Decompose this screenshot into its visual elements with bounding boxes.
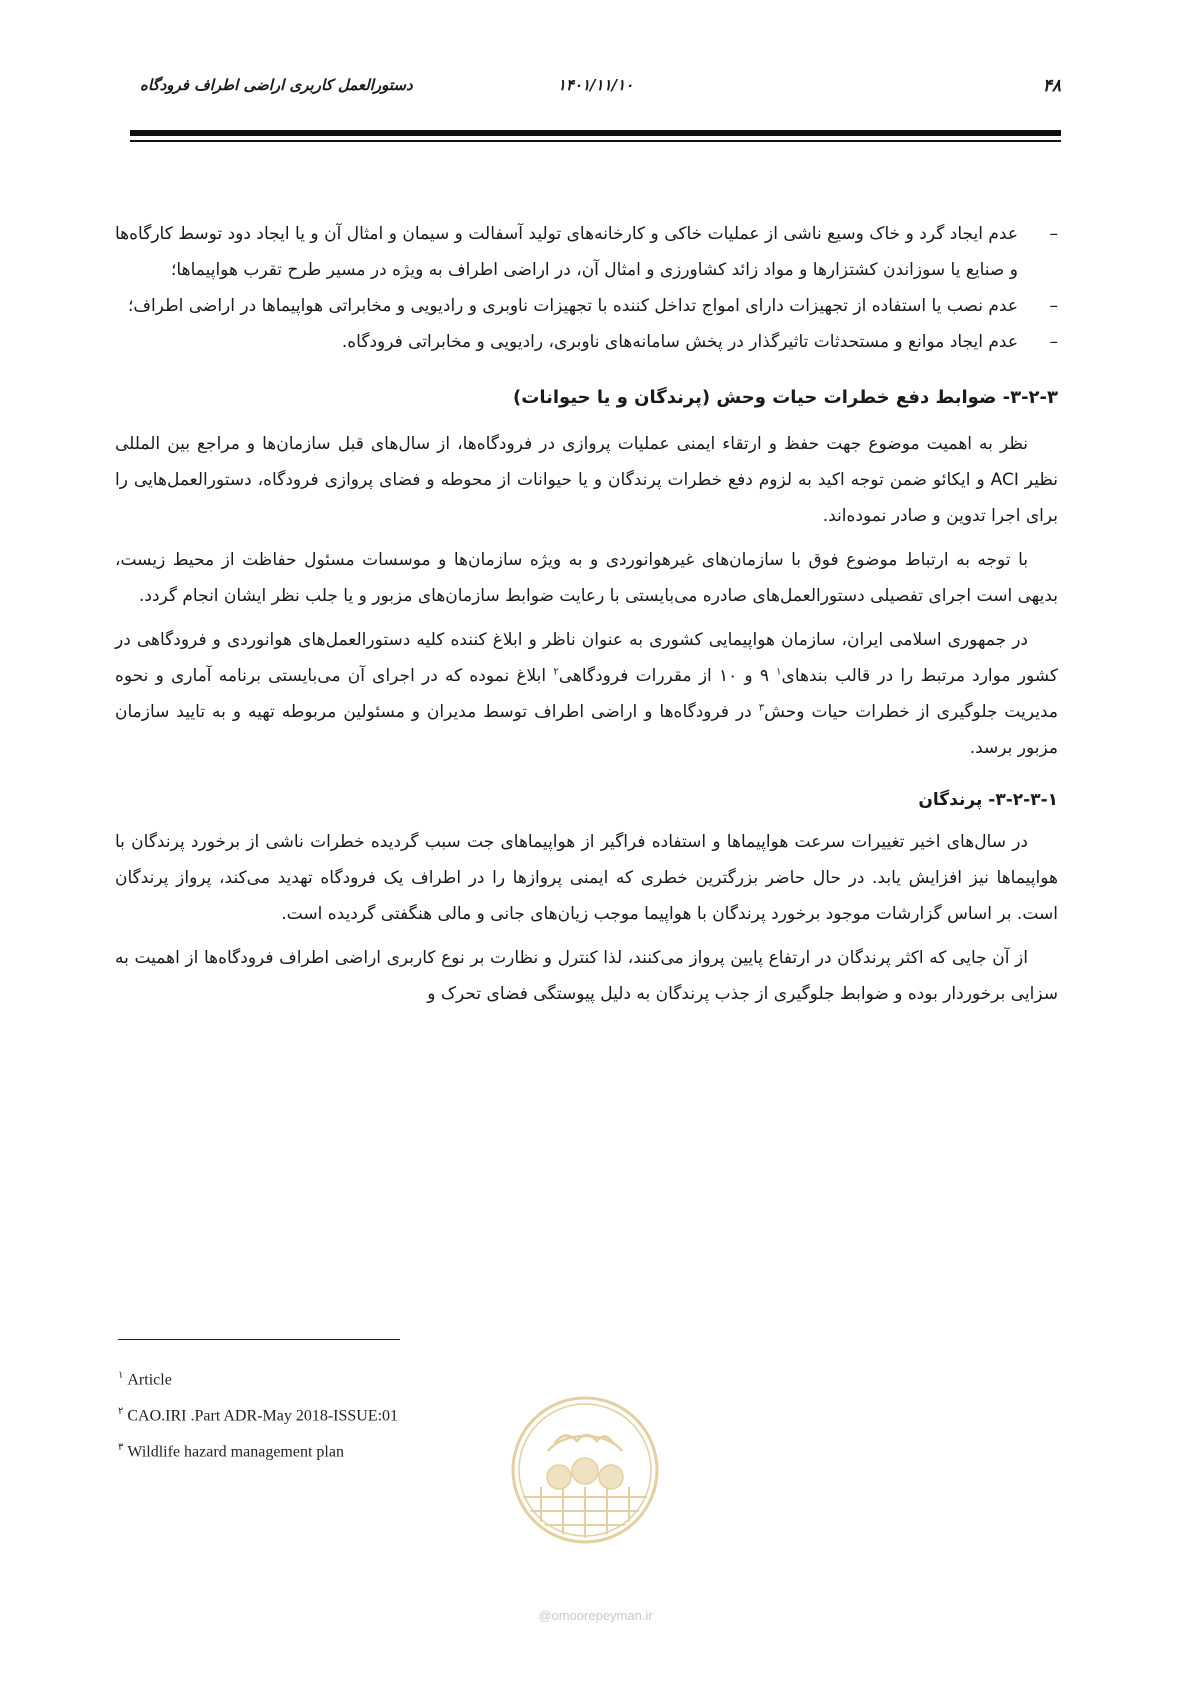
requirements-list <box>115 216 1058 360</box>
paragraph-birds: در سال‌های اخیر تغییرات سرعت هواپیماها و استفاده فراگیر از هواپیماهای جت سبب گردیده خطرات ناشی از برخورد پرندگان با هواپیماها نیز افزایش یابد. در حال حاضر بزرگترین خطری که ایمنی پروازها را در اطراف یک فرودگاه تهدید می‌کند، پرواز پرندگان است. بر اساس گزارشات موجود برخورد پرندگان با هواپیما موجب زیان‌های جانی و مالی هنگفتی گردیده است. <box>115 832 1058 924</box>
footnote-ref-1[interactable]: ۱ <box>776 666 782 678</box>
footnote-text: CAO.IRI .Part ADR-May 2018-ISSUE:01 <box>127 1407 399 1425</box>
header-date: ۱۴۰۱/۱۱/۱۰ <box>557 76 634 94</box>
header-rule-thick <box>130 130 1061 136</box>
header-rule-thin <box>130 140 1061 142</box>
watermark-seal-icon <box>503 1395 667 1545</box>
list-item <box>115 216 1058 288</box>
footnote-ref-2[interactable]: ۲ <box>553 666 559 678</box>
paragraph-intro: نظر به اهمیت موضوع جهت حفظ و ارتقاء ایمنی عملیات پروازی در فرودگاه‌ها، از سال‌های قبل سازمان‌ها و مراجع بین المللی نظیر ACI و ایکائو ضمن توجه اکید به لزوم دفع خطرات پرندگان و یا حیوانات از محوطه و فضای پروازی فرودگاه، دستورالعمل‌هایی را برای اجرا تدوین و صادر نموده‌اند. <box>115 434 1058 526</box>
footnote-ref-3[interactable]: ۳ <box>758 702 765 714</box>
subsection-heading: ۳-۲-۳-۱- پرندگان <box>918 790 1058 810</box>
paragraph-land-use: از آن جایی که اکثر پرندگان در ارتفاع پایین پرواز می‌کنند، لذا کنترل و نظارت بر نوع کاربری اراضی اطراف فرودگاه‌ها از اهمیت به سزایی برخوردار بوده و ضوابط جلوگیری از جذب پرندگان به دلیل پیوستگی فضای تحرک و <box>115 948 1058 1004</box>
dash-bullet-icon: – <box>1049 332 1058 352</box>
paragraph-regulation: در جمهوری اسلامی ایران، سازمان هواپیمایی کشوری به عنوان ناظر و ابلاغ کننده کلیه دستورالعمل‌های هوانوردی و فرودگاهی در کشور موارد مرتبط را در قالب بندهای$^۱$ ۹ و ۱۰ از مقررات فرودگاهی$^۲$ ابلاغ نموده که در اجرای آن می‌بایستی برنامه آماری و نحوه مدیریت جلوگیری از خطرات حیات وحش$^۳$ در فرودگاه‌ها و اراضی اطراف توسط مدیران و مسئولین مربوطه تهیه و به تایید سازمان مزبور برسد. <box>115 630 1058 758</box>
page-number: ۴۸ <box>1042 76 1061 96</box>
footnote-number: ۲ <box>118 1406 124 1417</box>
page-header <box>130 70 1061 110</box>
footnote-item <box>118 1358 398 1394</box>
list-item-text: عدم ایجاد گرد و خاک وسیع ناشی از عملیات خاکی و کارخانه‌های تولید آسفالت و سیمان و امثال آن و یا ایجاد دود توسط کارگاه‌ها و صنایع یا سوزاندن کشتزارها و مواد زائد کشاورزی و امثال آن، در اراضی اطراف به ویژه در مسیر طرح تقرب هواپیماها؛ <box>115 224 1018 280</box>
footnote-number: ۱ <box>118 1370 124 1381</box>
footnotes <box>118 1358 398 1466</box>
header-document-title: دستورالعمل کاربری اراضی اطراف فرودگاه <box>140 76 413 94</box>
list-item-text: عدم نصب یا استفاده از تجهیزات دارای امواج تداخل کننده با تجهیزات ناوبری و رادیویی و مخابراتی هواپیماها در اراضی اطراف؛ <box>127 296 1018 316</box>
paragraph-environment: با توجه به ارتباط موضوع فوق با سازمان‌های غیرهوانوردی و به ویژه سازمان‌ها و موسسات مسئول حفاظت از محیط زیست، بدیهی است اجرای تفصیلی دستورالعمل‌های صادره می‌بایستی با رعایت ضوابط سازمان‌های مزبور و یا جلب نظر ایشان انجام گردد. <box>115 550 1058 606</box>
dash-bullet-icon: – <box>1049 224 1058 244</box>
section-heading: ۳-۲-۳- ضوابط دفع خطرات حیات وحش (پرندگان و یا حیوانات) <box>513 387 1058 408</box>
list-item <box>115 324 1058 360</box>
document-body <box>115 216 1058 1020</box>
watermark-url: @omoorepeyman.ir <box>538 1608 653 1623</box>
dash-bullet-icon: – <box>1049 296 1058 316</box>
acronym-aci: ACI <box>990 470 1019 490</box>
footnote-divider <box>118 1339 400 1340</box>
list-item-text: عدم ایجاد موانع و مستحدثات تاثیرگذار در پخش سامانه‌های ناوبری، رادیویی و مخابراتی فرودگاه. <box>341 332 1018 352</box>
footnote-text: Article <box>127 1371 172 1389</box>
list-item <box>115 288 1058 324</box>
footnote-item <box>118 1430 398 1466</box>
footnote-number: ۳ <box>118 1442 124 1453</box>
footnote-item <box>118 1394 398 1430</box>
footnote-text: Wildlife hazard management plan <box>127 1443 344 1461</box>
